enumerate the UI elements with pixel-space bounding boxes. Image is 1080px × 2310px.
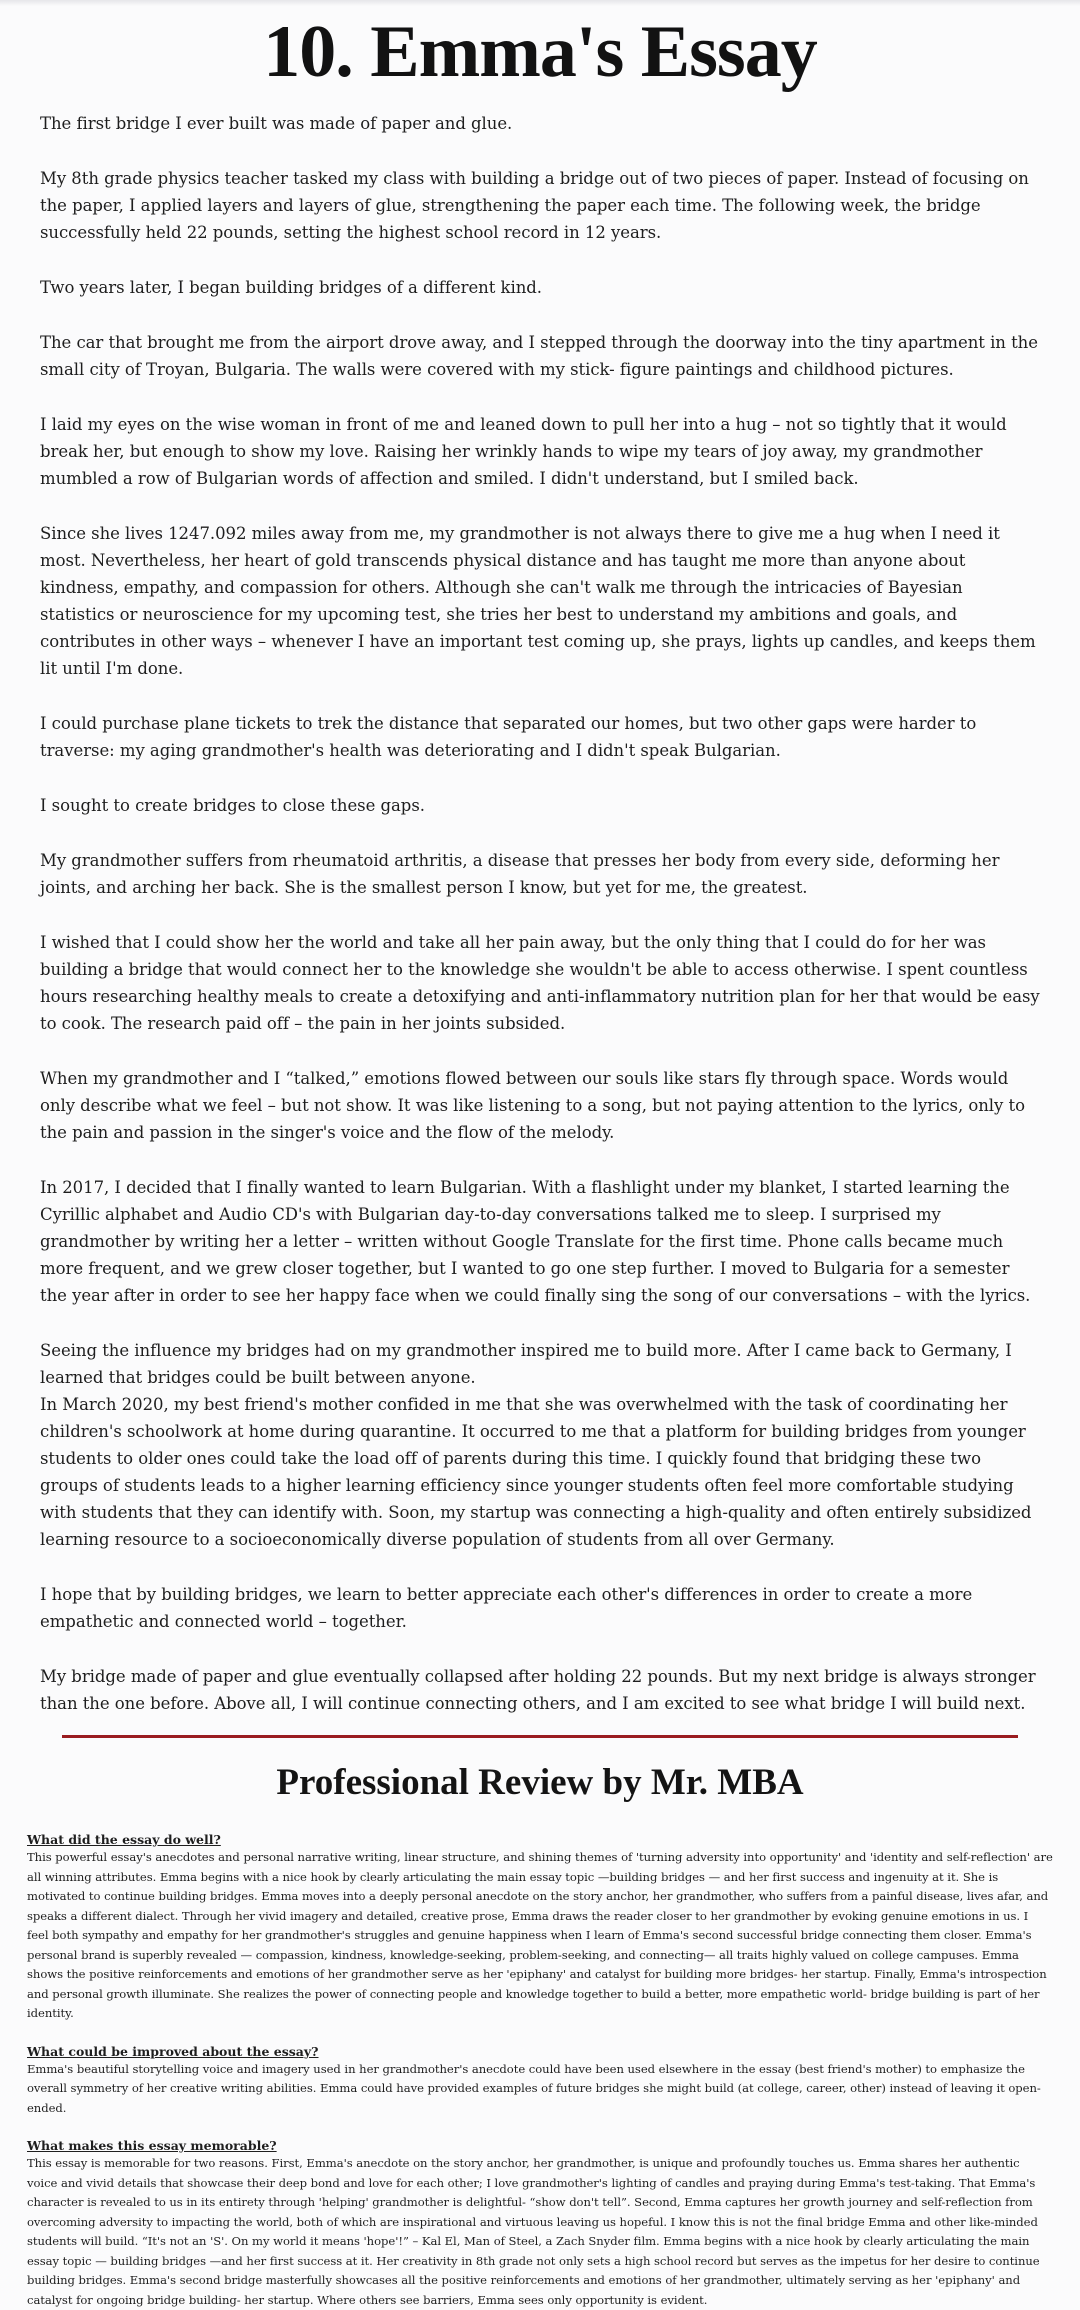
- essay-paragraph: I wished that I could show her the world and take all her pain away, but the only thing that I could do for her was building a bridge that would connect her to the knowledge she wouldn't be able to access otherwise. I spent countless hours researching healthy meals to create a detoxifying and anti-inflammatory nutrition plan for her that would be easy to cook. The research paid off – the pain in her joints subsided.: [40, 933, 1040, 1033]
- review-body: [0, 1832, 1080, 2310]
- page-title: 10. Emma's Essay: [263, 11, 817, 93]
- essay-body: [0, 110, 1080, 1717]
- review-section-did-well: [27, 1832, 1053, 2024]
- essay-paragraph: The car that brought me from the airport drove away, and I stepped through the doorway into the tiny apartment in the small city of Troyan, Bulgaria. The walls were covered with my stick- figure paintings and childhood pictures.: [40, 333, 1038, 379]
- top-shadow: [0, 0, 1080, 6]
- essay-paragraph: Seeing the influence my bridges had on my grandmother inspired me to build more. After I came back to Germany, I learned that bridges could be built between anyone.: [40, 1341, 1012, 1387]
- essay-paragraph: I laid my eyes on the wise woman in front of me and leaned down to pull her into a hug – not so tightly that it would break her, but enough to show my love. Raising her wrinkly hands to wipe my tears of joy away, my grandmother mumbled a row of Bulgarian words of affection and smiled. I didn't understand, but I smiled back.: [40, 415, 1007, 488]
- essay-paragraph: The first bridge I ever built was made of paper and glue.: [40, 114, 513, 133]
- essay-paragraph: My grandmother suffers from rheumatoid arthritis, a disease that presses her body from every side, deforming her joints, and arching her back. She is the smallest person I know, but yet for me, the greatest.: [40, 851, 1000, 897]
- review-text: This essay is memorable for two reasons. First, Emma's anecdote on the story anchor, her grandmother, is unique and profoundly touches us. Emma shares her authentic voice and vivid details that showcase their deep bond and love for each other; I love grandmother's lighting of candles and praying during Emma's test-taking. That Emma's character is revealed to us in its entirety through 'helping' grandmother is delightful- “show don't tell”. Second, Emma captures her growth journey and self-reflection from overcoming adversity to impacting the world, both of which are inspirational and virtuous leaving us hopeful. I know this is not the final bridge Emma and other like-minded students will build. “It's not an 'S'. On my world it means 'hope'!” – Kal El, Man of Steel, a Zach Snyder film. Emma begins with a nice hook by clearly articulating the main essay topic — building bridges —and her first success at it. Her creativity in 8th grade not only sets a high school record but serves as the impetus for her desire to continue building bridges. Emma's second bridge masterfully showcases all the positive reinforcements and emotions of her grandmother, ultimately serving as her 'epiphany' and catalyst for ongoing bridge building- her startup. Where others see barriers, Emma sees only opportunity is evident.: [27, 2156, 1040, 2307]
- essay-paragraph: My 8th grade physics teacher tasked my class with building a bridge out of two pieces of paper. Instead of focusing on the paper, I applied layers and layers of glue, strengthening the paper each time. The following week, the bridge successfully held 22 pounds, setting the highest school record in 12 years.: [40, 169, 1029, 242]
- review-heading: What makes this essay memorable?: [27, 2138, 277, 2153]
- section-divider: [62, 1735, 1018, 1738]
- essay-paragraph: I hope that by building bridges, we learn to better appreciate each other's differences in order to create a more empathetic and connected world – together.: [40, 1585, 973, 1631]
- review-text: Emma's beautiful storytelling voice and imagery used in her grandmother's anecdote could have been used elsewhere in the essay (best friend's mother) to emphasize the overall symmetry of her creative writing abilities. Emma could have provided examples of future bridges she might build (at college, career, other) instead of leaving it open-ended.: [27, 2061, 1041, 2115]
- review-heading: What could be improved about the essay?: [27, 2043, 319, 2059]
- essay-paragraph: In 2017, I decided that I finally wanted to learn Bulgarian. With a flashlight under my blanket, I started learning the Cyrillic alphabet and Audio CD's with Bulgarian day-to-day conversations talked me to sleep. I surprised my grandmother by writing her a letter – written without Google Translate for the first time. Phone calls became much more frequent, and we grew closer together, but I wanted to go one step further. I moved to Bulgaria for a semester the year after in order to see her happy face when we could finally sing the song of our conversations – with the lyrics.: [40, 1178, 1031, 1305]
- review-heading: What did the essay do well?: [27, 1832, 221, 1847]
- essay-paragraph: My bridge made of paper and glue eventually collapsed after holding 22 pounds. But my next bridge is always stronger than the one before. Above all, I will continue connecting others, and I am excited to see what bridge I will build next.: [40, 1667, 1036, 1713]
- essay-paragraph: I sought to create bridges to close these gaps.: [40, 796, 425, 815]
- review-text: This powerful essay's anecdotes and personal narrative writing, linear structure, and shining themes of 'turning adversity into opportunity' and 'identity and self-reflection' are all winning attributes. Emma begins with a nice hook by clearly articulating the main essay topic —building bridges — and her first success and ingenuity at it. She is motivated to continue building bridges. Emma moves into a deeply personal anecdote on the story anchor, her grandmother, who suffers from a painful disease, lives afar, and speaks a different dialect. Through her vivid imagery and detailed, creative prose, Emma draws the reader closer to her grandmother by evoking genuine emotions in us. I feel both sympathy and empathy for her grandmother's struggles and genuine happiness when I learn of Emma's second successful bridge connecting them closer. Emma's personal brand is superbly revealed — compassion, kindness, knowledge-seeking, problem-seeking, and connecting— all traits highly valued on college campuses. Emma shows the positive reinforcements and emotions of her grandmother serve as her 'epiphany' and catalyst for building more bridges- her startup. Finally, Emma's introspection and personal growth illuminate. She realizes the power of connecting people and knowledge together to build a better, more empathetic world- bridge building is part of her identity.: [27, 1850, 1053, 2020]
- review-title: Professional Review by Mr. MBA: [276, 1762, 804, 1803]
- essay-paragraph: I could purchase plane tickets to trek the distance that separated our homes, but two other gaps were harder to traverse: my aging grandmother's health was deteriorating and I didn't speak Bulgarian.: [40, 714, 977, 760]
- essay-paragraph: In March 2020, my best friend's mother confided in me that she was overwhelmed with the task of coordinating her children's schoolwork at home during quarantine. It occurred to me that a platform for building bridges from younger students to older ones could take the load off of parents during this time. I quickly found that bridging these two groups of students leads to a higher learning efficiency since younger students often feel more comfortable studying with students that they can identify with. Soon, my startup was connecting a high-quality and often entirely subsidized learning resource to a socioeconomically diverse population of students from all over Germany.: [40, 1395, 1032, 1549]
- review-section-memorable: [27, 2138, 1053, 2310]
- essay-paragraph: Since she lives 1247.092 miles away from me, my grandmother is not always there to give me a hug when I need it most. Nevertheless, her heart of gold transcends physical distance and has taught me more than anyone about kindness, empathy, and compassion for others. Although she can't walk me through the intricacies of Bayesian statistics or neuroscience for my upcoming test, she tries her best to understand my ambitions and goals, and contributes in other ways – whenever I have an important test coming up, she prays, lights up candles, and keeps them lit until I'm done.: [40, 524, 1036, 678]
- review-section-improve: [27, 2044, 1053, 2119]
- essay-paragraph: Two years later, I began building bridges of a different kind.: [40, 278, 542, 297]
- essay-paragraph: When my grandmother and I “talked,” emotions flowed between our souls like stars fly through space. Words would only describe what we feel – but not show. It was like listening to a song, but not paying attention to the lyrics, only to the pain and passion in the singer's voice and the flow of the melody.: [40, 1069, 1025, 1142]
